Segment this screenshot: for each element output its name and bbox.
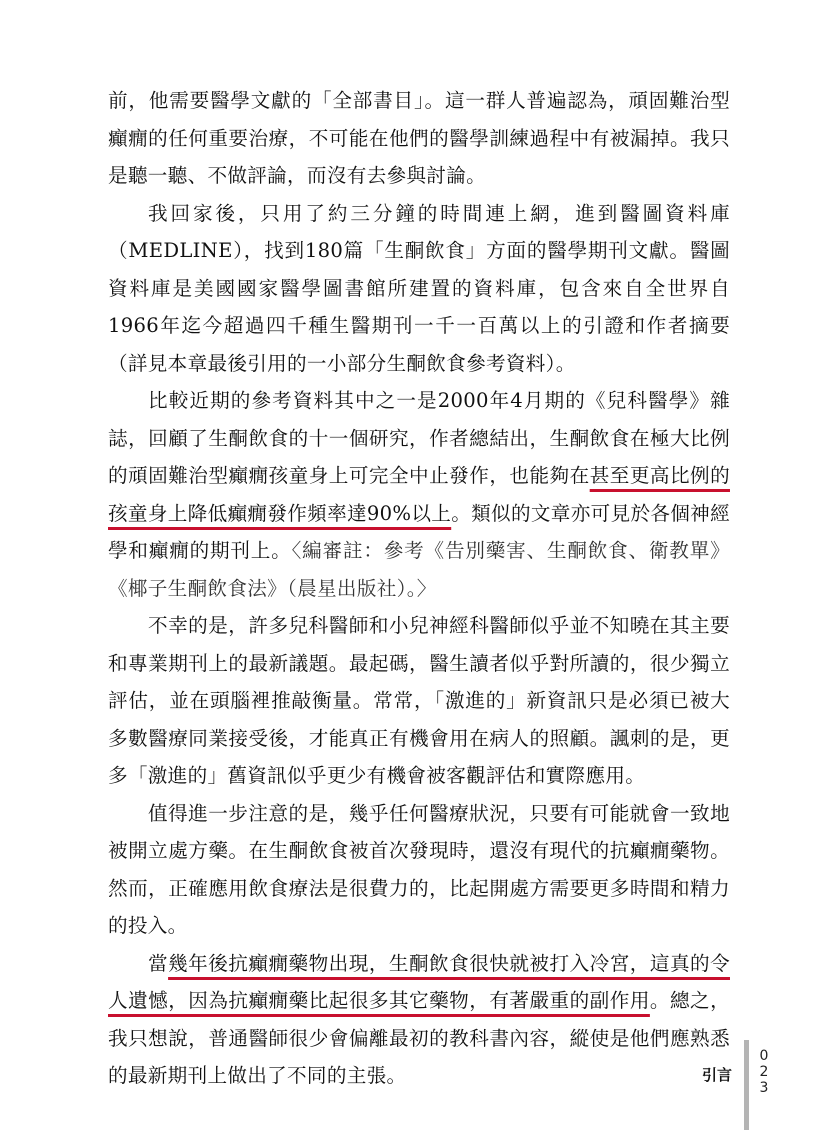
page-number: 023 [759,1048,769,1096]
paragraph-5: 值得進一步注意的是，幾乎任何醫療狀況，只要有可能就會一致地被開立處方藥。在生酮飲食被首次發現時，還沒有現代的抗癲癇藥物。然而，正確應用飲食療法是很費力的，比起開處方需要更多時間和精力的投入。 [108,801,730,937]
paragraph-3 [108,382,730,607]
paragraph-3-text: 比較近期的參考資料其中之一是2000年4月期的《兒科醫學》雜誌，回顧了生酮飲食的十一個研究，作者總結出，生酮飲食在極大比例的頑固難治型癲癇孩童身上可完全中止發作，也能夠在 [108,389,730,487]
highlighted-passage-2: 幾年後抗癲癇藥物出現，生酮飲食很快就被打入冷宮，這真的令人遺憾，因為抗癲癇藥比起很多其它藥物，有著嚴重的副作用 [108,951,730,1012]
paragraph-6-text: 當 [148,951,169,975]
paragraph-6-text-end: 。總之，我只想說，普通醫師很少會偏離最初的教科書內容，縱使是他們應熟悉的最新期刊上做出了不同的主張。 [108,989,730,1087]
section-label: 引言 [702,1066,733,1084]
highlighted-passage-1: 甚至更高比例的孩童身上降低癲癇發作頻率達90%以上 [108,464,730,525]
paragraph-4: 不幸的是，許多兒科醫師和小兒神經科醫師似乎並不知曉在其主要和專業期刊上的最新議題。最起碼，醫生讀者似乎對所讀的，很少獨立評估，並在頭腦裡推敲衡量。常常，「激進的」新資訊只是必須已被大多數醫療同業接受後，才能真正有機會用在病人的照顧。諷刺的是，更多「激進的」舊資訊似乎更少有機會被客觀評估和實際應用。 [108,614,730,787]
paragraph-1: 前，他需要醫學文獻的「全部書目」。這一群人普遍認為，頑固難治型癲癇的任何重要治療，不可能在他們的醫學訓練過程中有被漏掉。我只是聽一聽、不做評論，而沒有去參與討論。 [108,89,730,187]
paragraph-2: 我回家後，只用了約三分鐘的時間連上網，進到醫圖資料庫（MEDLINE），找到180篇「生酮飲食」方面的醫學期刊文獻。醫圖資料庫是美國國家醫學圖書館所建置的資料庫，包含來自全世界自1966年迄今超過四千種生醫期刊一千一百萬以上的引證和作者摘要（詳見本章最後引用的一小部分生酮飲食參考資料）。 [108,201,730,375]
paragraph-3-text-end: 。類似的文章亦可見於各個神經學和癲癇的期刊上。 [108,501,730,562]
body-text [108,82,733,1095]
footer-divider [744,1040,749,1130]
paragraph-6 [108,945,733,1095]
editor-note: 〈編審註：參考《告別藥害、生酮飲食、衛教單》《椰子生酮飲食法》（晨星出版社）。〉 [108,539,730,600]
